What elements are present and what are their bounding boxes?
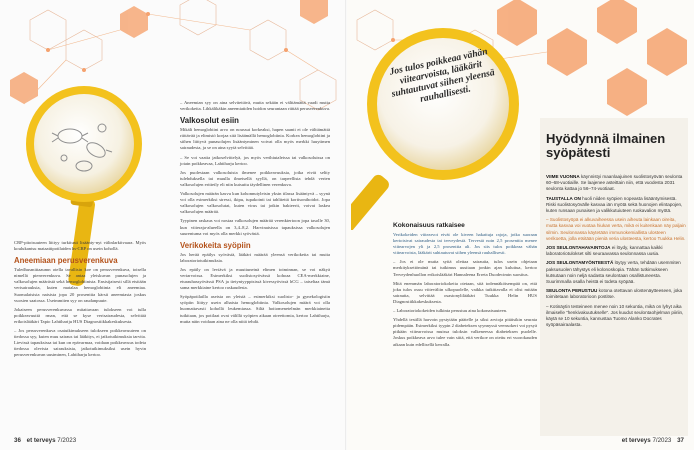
info-box-paragraph: – Suolistosyöpä ei alkuvaiheessa usein aiheuta lainkaan oireita, mutta kasvaa voi vuotaa hiukan verta, mikä ei kuitenkaan näy paljain silmin. Seulonnassa käytetään immunokemiallista ulosteen verikoetta, jolla etsitään pieniä veria ulosteesta, kertoo Tuukka Helin. <box>546 217 686 241</box>
pull-quote: Jos tulos poikkeaa vähän viitearvoista, lääkärit suhtautuvat siihen yleensä rauhallisesti. <box>388 46 496 105</box>
body-paragraph: Mitä enemmän laboratoriokokeita otetaan, sitä todennäköisempää on, että joku tulos osuu viiteväliin ulkopuolelle, vaikka tutkittavalla ei olisi mitään sairautta, selvittää osastonylilääkäri Tuukka Helin HUS Diagnostiikkakeskuksesta. <box>393 280 537 304</box>
page-number: 37 <box>677 437 684 444</box>
body-paragraph: – Laboratoriokokeiden tulkinta perustuu aina kokonaisuuteen. <box>393 308 508 314</box>
body-paragraph: Valkosolujen määrän kasvu kun kohonnutyleisin yksin tilassa lisääntyvä – syynä voi olla esimerkiksi stressi, ikipu, tupakointi tai tahlitettä kortisonihoidot. Jopa valkosolujen valkosolutat, kuten virus tai jotkin bakteerit, voivat laskea valkosolujen määrää. <box>180 191 330 215</box>
magnifier-icon <box>351 20 531 230</box>
left-column-1 <box>14 240 146 362</box>
page-folio <box>622 437 684 444</box>
body-paragraph: Jos epäily on leviävä ja muuttuneinä elimen toiminnan, se voi näkyä veriarvoissa. Esimerkiksi suolistosyövässä kohoaa CEA-merkkiaine, eturauhassyövässä PSA ja tietyntyyppisissä kivessyövissä hCG – taiseltaa tämä sama merkkiaine kertoo raskaudesta. <box>180 266 330 291</box>
info-box-body <box>546 174 686 331</box>
info-box-paragraph: VIIME VUONNA käynnistyi maanlaajuinen suolistosyövän seulonta 60–68-vuotiaille. Se laajenee asteittain niin, että vuodesta 2031 seulonta kattaa jo 56–74-vuotiaat. <box>546 174 683 192</box>
body-paragraph: Jos puolestaan valkosoluista ilmenee poikkeavuuksia, jotka eivät selity tulehduksella tai muulla ilmeisellä syyllä, on tarpeellista tehdä verien valkosolujen eritteily eli niin kutsuttu täydellinen verenkuva. <box>180 169 330 187</box>
intro-text: CRP-pitoisuuteen liittyy turkitusti lisäänty-nyt välinlarkitvaara. Myös koulukantsu mataattipotilaiden hs-CRP on usein kohollä. <box>14 240 146 252</box>
info-box-paragraph: JOS SEULONTAMYÖNTEESTÄ löytyy verta, tehdään usemmiten paksusuolen tähystys eli kolonoskopia. Tähän tutkimukseen kutsutaan noin neljä sadasta seulontaan osallistuneesta. Suurimmalla osalla heistä ei todeta syöpää. <box>546 260 681 285</box>
magazine-name: et terveys <box>26 437 56 444</box>
page-number: 36 <box>14 437 21 444</box>
body-paragraph: – Jos perusverenkuva osatutkimukseen tulokseen poikkeavuuteen on tiedossa syy, kuten muu sairaus tai lääkitys, ei jatkotutkimuksia tarvita. Lievissä tapauksissa tai kun on epävarmaa, voidaan poikkeavuus todeta tiedossa olevista sairauksista, jatkotutkimuksiksi usein hyvin perusverenkuvan uusiminen, Lahtiharju kertoo. <box>14 328 146 358</box>
right-column-1 <box>393 218 537 351</box>
info-box-paragraph: – Kotinäytin testeineen menee noin 10 sekuntia, mikä on lyhyt aika ilmaiselle ”henkivakuutukselle”. Jos kuudut seulontaohjelman piiriin, käytä se 10 sekuntia, kannustaa Tuomo Alanko Docrates syöpäsairaalasta. <box>546 303 684 328</box>
body-paragraph: Jos herää epäilys syövästä, lääkäri määrää yleensä verikokeita tai muita laboratoriotutkimuksia. <box>180 251 330 263</box>
info-box-paragraph: TAUSTALLA ON huoli niiden syöpien nopeasta lisääntymisestä. Riski suolistosyövälle kasvaa iän myötä sekä huonojen elintapojen, kuten runsaan punaisen ja valikkutuiuteen ruokavalion myötä. <box>546 195 683 214</box>
body-paragraph: Mikäli hemoglobiini arvo on noussut korkeaksi, hapen saanti ei ole välttämättä riittävää ja elimistö korjaa sitä lisäämällä hemoglobiinia. Korkea hemoglobiini ja siihen liittyvä punasolujen lisääntyminen voivat olla myös merkki luuytimen sairaudesta, ja se on aina syytä selvittää. <box>180 127 330 151</box>
page-folio <box>14 437 76 444</box>
magazine-name: et terveys <box>621 437 651 444</box>
lead-paragraph: Verikokeiden viitearvot eivät ole kiveen hakattuja rajoja, jotka suoraan kertoisivat sairaudesta tai terveydestä. Tervestä noin 2,5 prosenttia menee viitearvojen yli ja 2,5 prosenttia ali. Jos siis tulos poikkeaa vähän viitearvoista, lääkärit suhtautuvat siihen yleensä rauhallisesti. <box>393 232 537 256</box>
section-heading: Kokonaisuus ratkaisee <box>393 222 465 229</box>
section-heading: Aneemiaan perusverenkuva <box>14 256 118 266</box>
info-box-title: Hyödynnä ilmainen syöpätesti <box>546 131 666 160</box>
body-paragraph: Tyypinen raskaus voi nostaa valkosolujen määrää verenkiertoon jopa tasolle 30, kun viiteraja-alueella on 3,4–8,2. Harvinaisissa tapauksissa valkosolujen suurentuma voi myös olla merkki syövästä. <box>180 218 330 236</box>
body-paragraph: – Aneemian syy on aina selvitettävä, mutta sekään ei välttämättä vaadi mutta verikokeita. Lihkälikäkin aneemiatiden hoidon seurantaan riittää perusverenkuva. <box>180 100 331 112</box>
body-paragraph: – Se voi vaatia jatkoselvittelyä, jos myös verihiutaleissa tai valkosoluissa on jotain poikkeavaa, Lahtiharju kertoo. <box>180 154 330 166</box>
body-paragraph: – Jos ei ole mutta syitä olettaa sairautta, tulos usein ohjetaan merkityksettömänä tai tutkimus uusitaan jonkin ajan kuluttua, kertoo Terveydenhuollon erikoislääkäri Hannaleena Erreta Duodecimin suositus. <box>393 259 537 277</box>
section-heading: Valkosolut esiin <box>180 116 239 126</box>
issue-number: 7/2023 <box>652 437 672 444</box>
info-box-paragraph: JOS SEULONTAHAVAINTOJA ei löydy, kannattaa kaikki laboratoriotulokset silti seuraavassa seulonnassa uusia. <box>546 245 663 257</box>
body-paragraph: Syöpäpotilailla aseista on yleistä – esimerkiksi suolisto- ja gynekologisiin syöpiin liittyy usein alhaista hemoglobiinia. Valkosolujen määrä voi olla huomattavasti kohollä leukemiassa. Siltä hoitomenetelmän merkkiaineita tutkitaan, jos potilaat ovat välillä syöpien aikaan oireettomia, kertoo Lahtiharju, mutta näin voidaan aina ne olla niitä tehdä. <box>180 294 330 324</box>
left-column-2 <box>180 100 330 328</box>
issue-number: 7/2023 <box>57 437 77 444</box>
body-paragraph: Tuledhusmittaaumn otella tavallisin koe on perusverenkuva, toisella nimellä pienverenkuva. Se antaa yleiskuvan punasolujen ja valkosolujen määrästä sekä hemoglobiinista. Ensisijaisesti sillä etsitään verisairauksia, kuten matalaa hemoglobiinia eli aneemiaa. Suomalaisista naisista jopa 20 prosenttia kärsii aneemiasta joskus vuosien saatossa. Useimmiten syy on raudanpuute. <box>14 267 146 303</box>
info-box-paragraph: SEULONTA PERUSTUU kotona otettavan ulostenäytteeseen, joka toimitetaan laboratorioon postitse. <box>546 288 683 300</box>
section-heading: Verikokeita syöpiin <box>180 240 251 250</box>
body-paragraph: Jokaiseen perusverenkuvassa mitattavaan tulokseen voi tulla poikkeavuuttä rman, että se kyse verisairaudesta, selvittää erikoislääkäri Tapio Lahtihariju HUS Diagnostiikkakeskuksesta. <box>14 306 146 324</box>
body-paragraph: Yhdellä testillä harvoin pystytään päätelle ja siksi arvioja pitäisikin seurata pidempään. Esimerkiksi tyypin 2 diabeteksen syynnyssä veensokeri voi pysyä pitkään viitearvoissa muissa tuloksin valkeneessa diabeteksen puolelle. Joskus poikkeava arvo tulee vain siitä, että verikoe on otettu eri vuorokauden aikaan kuin edellisellä kerralla. <box>393 317 537 347</box>
